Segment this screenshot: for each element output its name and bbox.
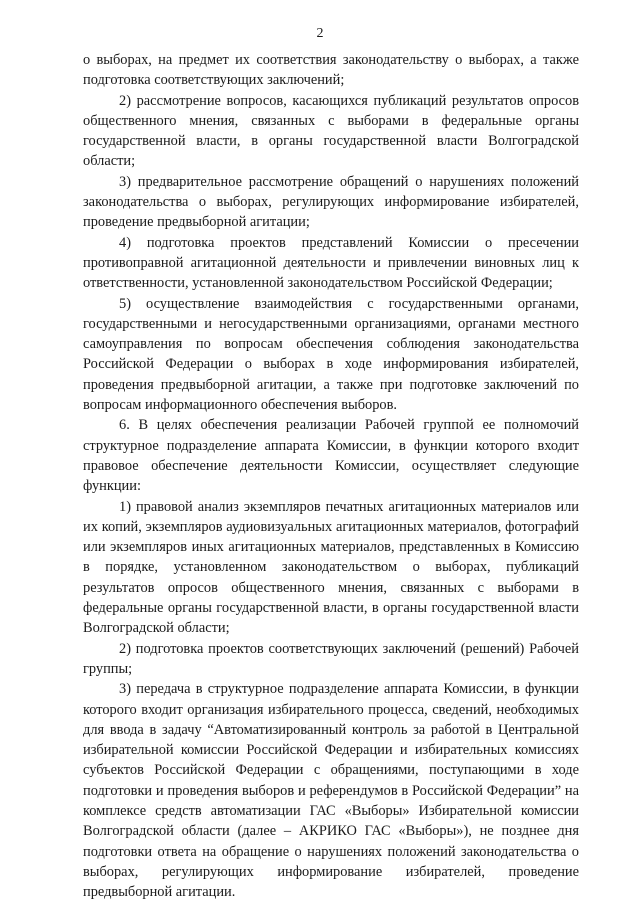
paragraph-item-2: 2) рассмотрение вопросов, касающихся публикаций результатов опросов общественного мнения, связанных с выборами в федеральные органы государственной власти, в органы государственной власти Волгоградской области; (83, 92, 579, 170)
document-body (83, 50, 579, 902)
paragraph-continuation: о выборах, на предмет их соответствия законодательству о выборах, а также подготовка соответствующих заключений; (83, 52, 579, 89)
paragraph-item-4: 4) подготовка проектов представлений Комиссии о пресечении противоправной агитационной деятельности и привлечении виновных лиц к ответственности, установленной законодательством Российской Федерации; (83, 234, 579, 292)
paragraph-section-6: 6. В целях обеспечения реализации Рабочей группой ее полномочий структурное подразделение аппарата Комиссии, в функции которого входит правовое обеспечение деятельности Комиссии, осуществляет следующие функции: (83, 417, 579, 495)
paragraph-item-3: 3) предварительное рассмотрение обращений о нарушениях положений законодательства о выборах, регулирующих информирование избирателей, проведение предвыборной агитации; (83, 173, 579, 231)
paragraph-subitem-1: 1) правовой анализ экземпляров печатных агитационных материалов или их копий, экземпляров аудиовизуальных агитационных материалов, фотографий или экземпляров иных агитационных материалов, представленных в Комиссию в порядке, установленном законодательством о выборах, публикаций результатов опросов общественного мнения, связанных с выборами в федеральные органы государственной власти, в органы государственной власти Волгоградской области; (83, 498, 579, 637)
paragraph-subitem-2: 2) подготовка проектов соответствующих заключений (решений) Рабочей группы; (83, 640, 579, 677)
page-number: 2 (316, 26, 324, 41)
paragraph-item-5: 5) осуществление взаимодействия с государственными органами, государственными и негосударственными организациями, органами местного самоуправления по вопросам обеспечения соблюдения законодательства Российской Федерации о выборах в ходе информирования избирателей, проведения предвыборной агитации, а также при подготовке заключений по вопросам информационного обеспечения выборов. (83, 295, 579, 414)
paragraph-subitem-3: 3) передача в структурное подразделение аппарата Комиссии, в функции которого входит организация избирательного процесса, сведений, необходимых для ввода в задачу “Автоматизированный контроль за работой в Центральной избирательной комиссии Российской Федерации и избирательных комиссиях субъектов Российской Федерации с обращениями, поступающими в ходе подготовки и проведения выборов и референдумов в Российской Федерации” на комплексе средств автоматизации ГАС «Выборы» Избирательной комиссии Волгоградской области (далее – АКРИКО ГАС «Выборы»), не позднее дня подготовки ответа на обращение о нарушениях положений законодательства о выборах, регулирующих информирование избирателей, проведение предвыборной агитации. (83, 681, 579, 901)
